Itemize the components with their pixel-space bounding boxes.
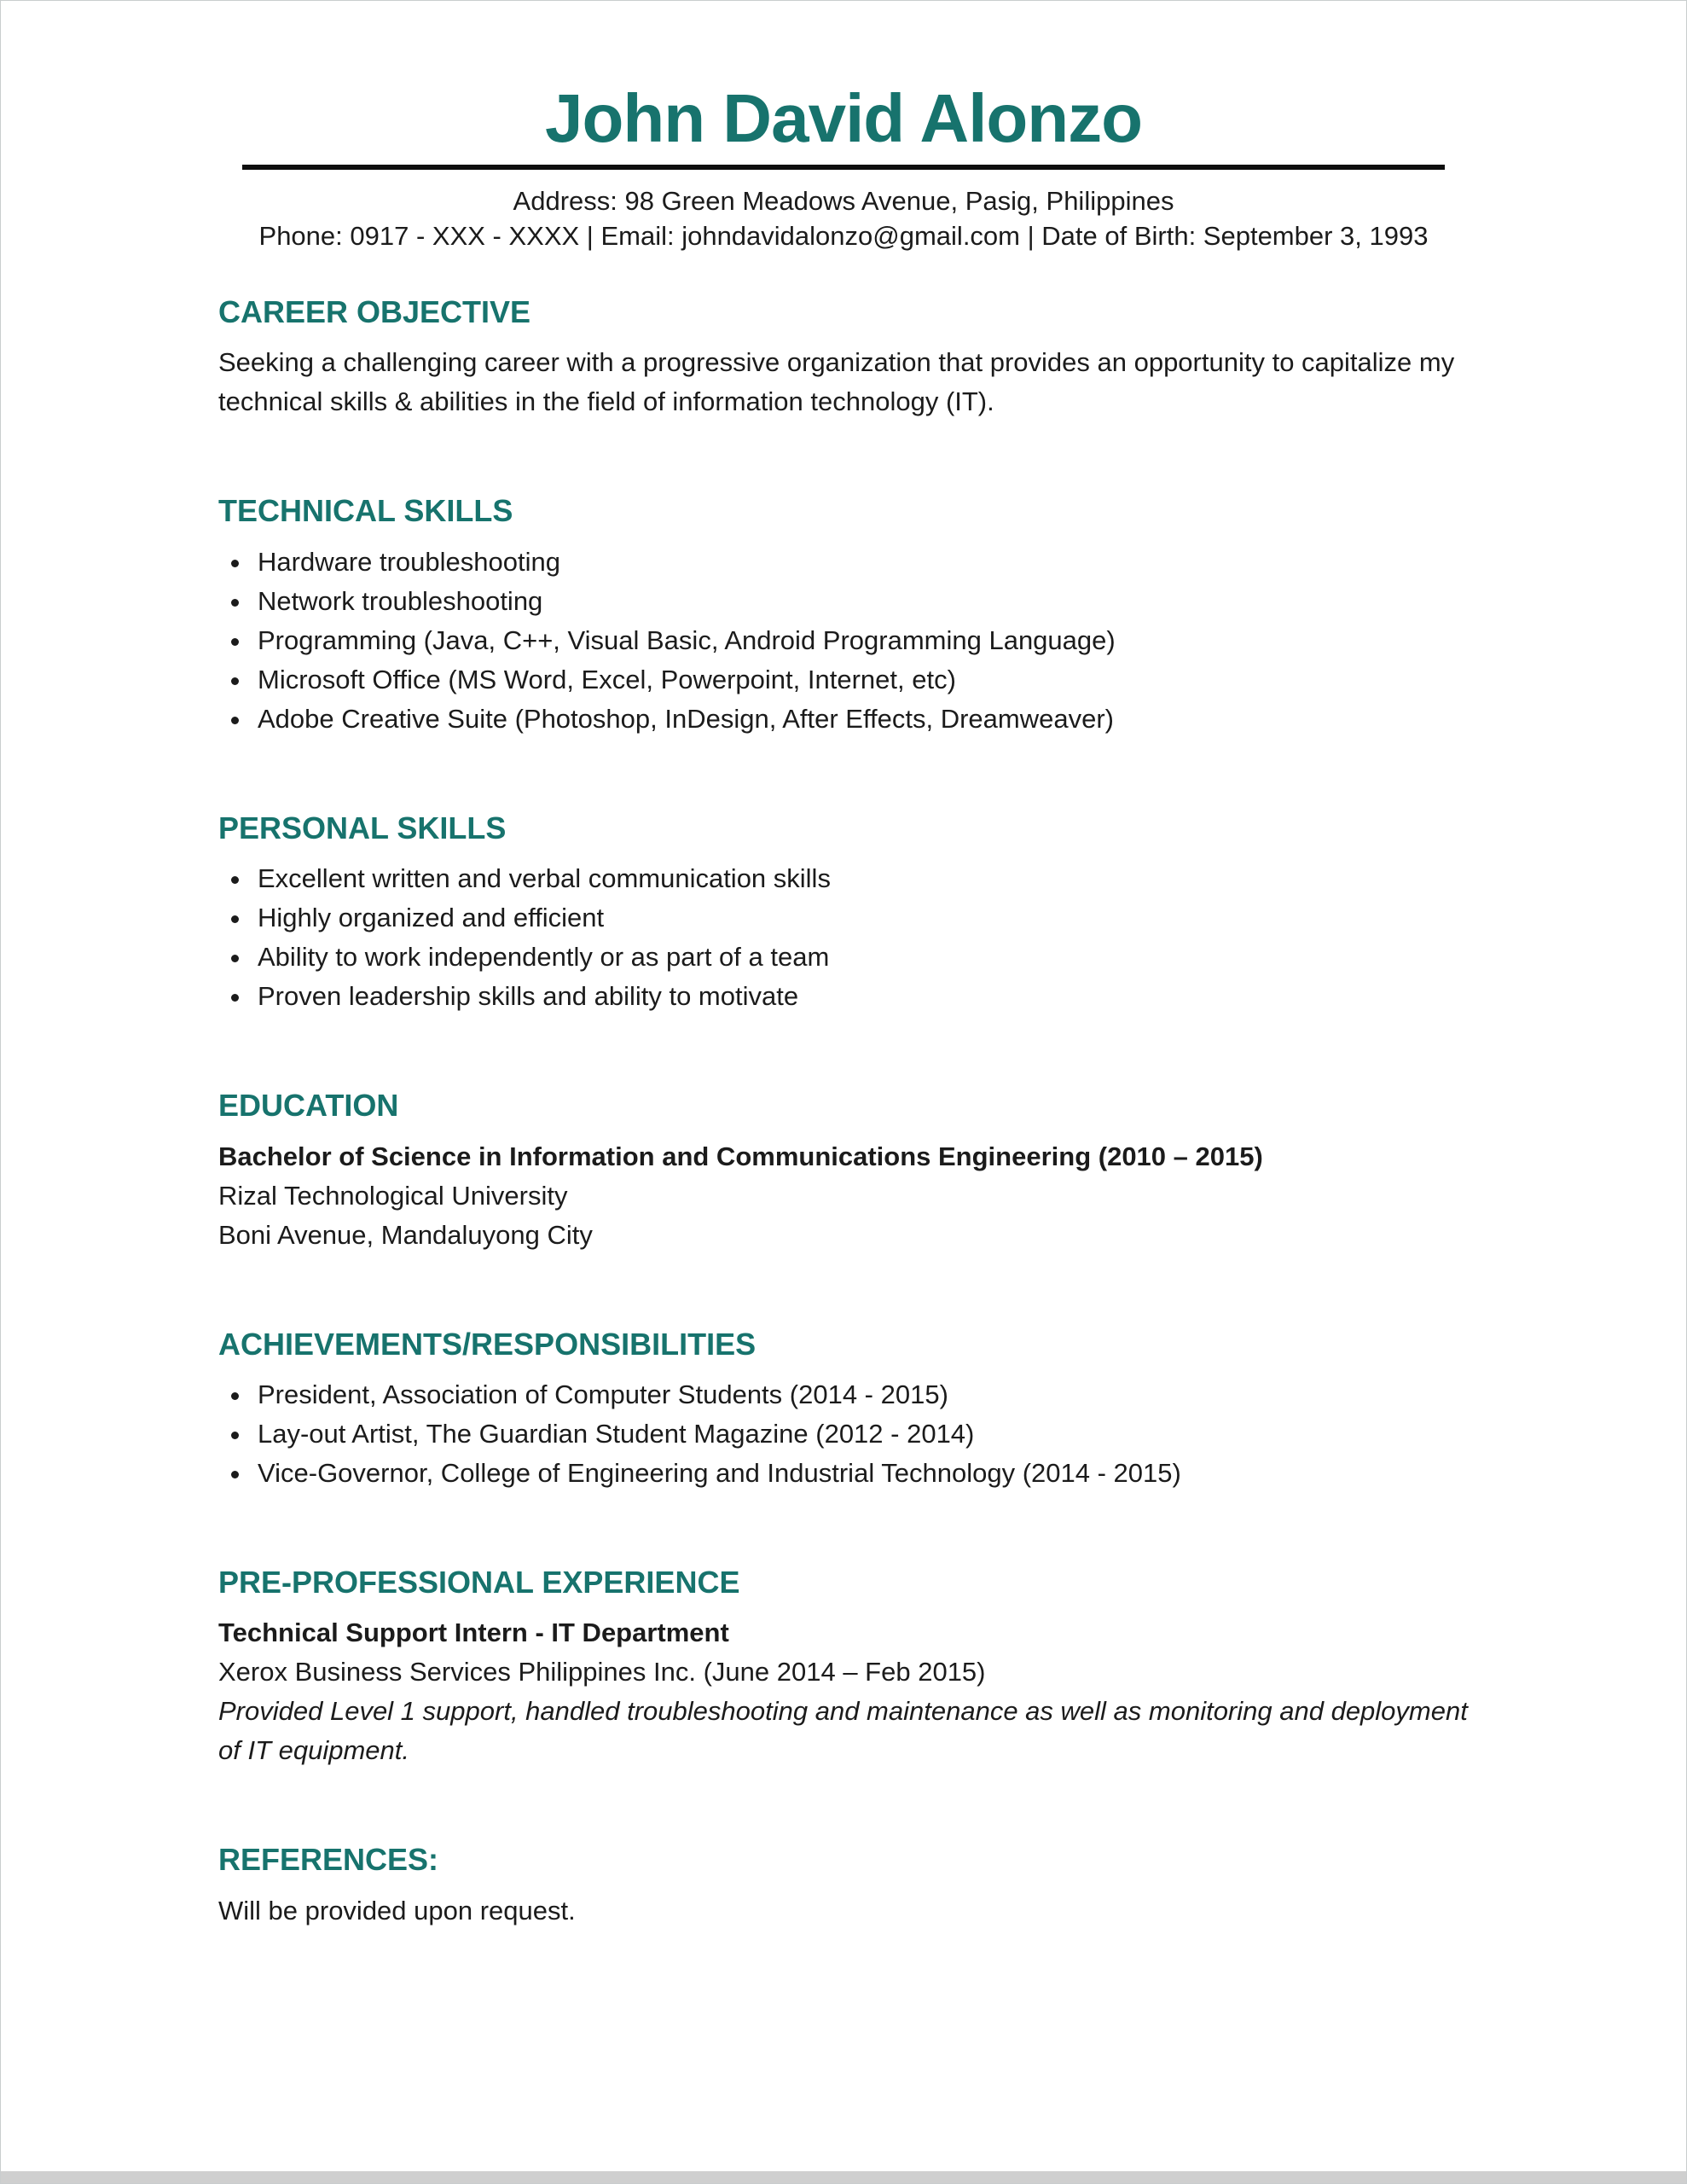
- header-rule: [242, 165, 1445, 170]
- skill-item: • Highly organized and efficient: [252, 898, 1469, 938]
- achievements-list: [218, 1375, 1469, 1493]
- skill-item: • Programming (Java, C++, Visual Basic, Android Programming Language): [252, 621, 1469, 660]
- skill-item: • Ability to work independently or as part of a team: [252, 938, 1469, 977]
- achievement-item: • Vice-Governor, College of Engineering and Industrial Technology (2014 - 2015): [252, 1454, 1469, 1493]
- education-school: Rizal Technological University: [218, 1180, 568, 1211]
- education-degree: Bachelor of Science in Information and Communications Engineering (2010 – 2015): [218, 1141, 1263, 1171]
- section-references: [218, 1842, 1469, 1930]
- contact-block: [218, 183, 1469, 253]
- achievement-item: • President, Association of Computer Students (2014 - 2015): [252, 1375, 1469, 1414]
- section-title-achievements: ACHIEVEMENTS/RESPONSIBILITIES: [218, 1326, 757, 1362]
- resume-header: [218, 80, 1469, 253]
- skill-item: • Hardware troubleshooting: [252, 543, 1469, 582]
- resume-content: [1, 1, 1686, 1931]
- skill-item: • Microsoft Office (MS Word, Excel, Powerpoint, Internet, etc): [252, 660, 1469, 700]
- career-objective-text: Seeking a challenging career with a progressive organization that provides an opportunity to capitalize my technical skills & abilities in the field of information technology (IT).: [218, 347, 1455, 417]
- section-career-objective: [218, 294, 1469, 421]
- section-experience: [218, 1565, 1469, 1770]
- education-location: Boni Avenue, Mandaluyong City: [218, 1219, 593, 1250]
- technical-skills-list: [218, 543, 1469, 739]
- experience-description: Provided Level 1 support, handled troubleshooting and maintenance as well as monitoring and deployment of IT equipment.: [218, 1696, 1468, 1766]
- section-personal-skills: [218, 810, 1469, 1016]
- section-title-career-objective: CAREER OBJECTIVE: [218, 294, 531, 329]
- experience-company: Xerox Business Services Philippines Inc. (June 2014 – Feb 2015): [218, 1657, 986, 1687]
- section-title-personal-skills: PERSONAL SKILLS: [218, 810, 507, 845]
- contact-address: Address: 98 Green Meadows Avenue, Pasig, Philippines: [513, 186, 1174, 216]
- page-bottom-edge: [1, 2171, 1686, 2183]
- achievement-item: • Lay-out Artist, The Guardian Student Magazine (2012 - 2014): [252, 1414, 1469, 1454]
- skill-item: • Excellent written and verbal communication skills: [252, 859, 1469, 898]
- section-title-education: EDUCATION: [218, 1088, 399, 1124]
- section-title-references: REFERENCES:: [218, 1842, 439, 1878]
- skill-item: • Proven leadership skills and ability to motivate: [252, 977, 1469, 1016]
- skill-item: • Adobe Creative Suite (Photoshop, InDesign, After Effects, Dreamweaver): [252, 700, 1469, 739]
- personal-skills-list: [218, 859, 1469, 1016]
- section-title-experience: PRE-PROFESSIONAL EXPERIENCE: [218, 1564, 740, 1600]
- section-technical-skills: [218, 493, 1469, 738]
- section-achievements: [218, 1327, 1469, 1493]
- section-education: [218, 1088, 1469, 1254]
- experience-role: Technical Support Intern - IT Department: [218, 1618, 729, 1648]
- candidate-name: John David Alonzo: [544, 80, 1143, 156]
- references-text: Will be provided upon request.: [218, 1895, 576, 1926]
- section-title-technical-skills: TECHNICAL SKILLS: [218, 493, 513, 529]
- contact-details: Phone: 0917 - XXX - XXXX | Email: johndavidalonzo@gmail.com | Date of Birth: September 3, 1993: [258, 221, 1429, 251]
- skill-item: • Network troubleshooting: [252, 582, 1469, 621]
